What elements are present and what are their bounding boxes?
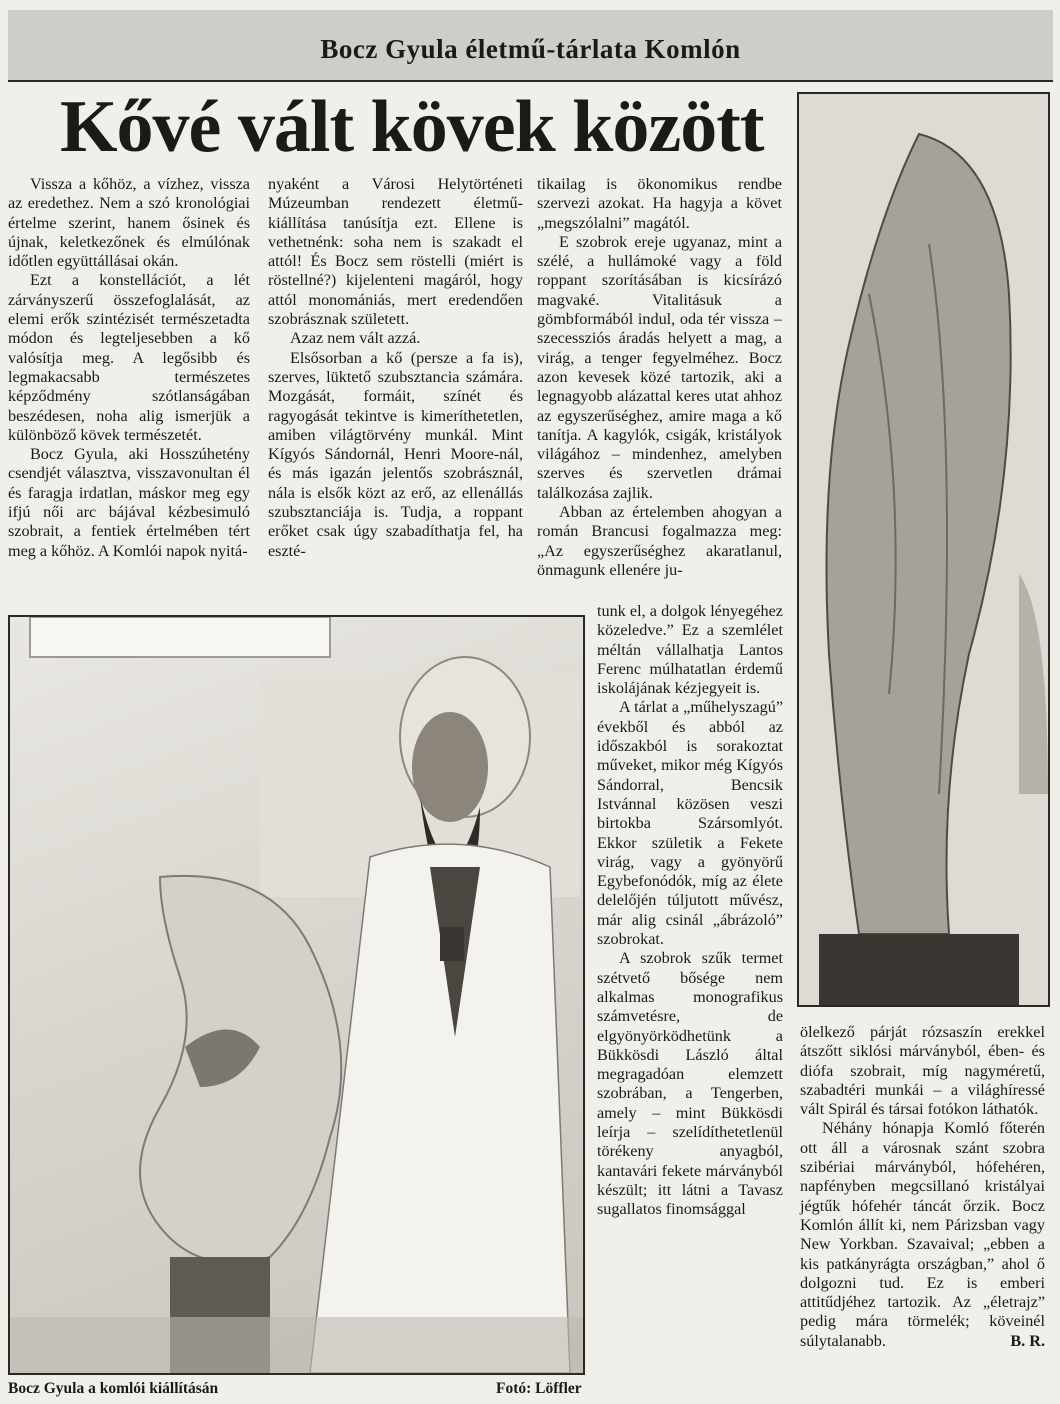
kicker: Bocz Gyula életmű-tárlata Komlón: [320, 34, 741, 64]
article-column-1: [8, 175, 250, 561]
photo-sculptor-image: [10, 617, 583, 1373]
kicker-bar: [8, 10, 1053, 82]
paragraph: nyaként a Városi Helytörténeti Múzeumban rendezett életmű-kiállítása tanúsítja ezt. Ellene is vethetnénk: soha nem is szakadt el attól! És Bocz sem röstelli (miért is röstellné?) kijelenteni magáról, hogy attól monomániás, mert eredendően szobrásznak született.: [268, 175, 523, 329]
photo-credit: Fotó: Löffler: [496, 1380, 582, 1397]
paragraph: tikailag is ökonomikus rendbe szervezi azokat. Ha hagyja a követ „megszólalni” magától.: [537, 175, 782, 232]
photo-sculpture-image: [799, 94, 1048, 1005]
paragraph-text: Néhány hónapja Komló főterén ott áll a városnak szánt szobra szibériai márványból, hófehéren, napfényben megcsillanó kristályai jégtűk hófehér táncát őrzik. Bocz Komlón állít ki, nem Párizsban vagy New Yorkban. Szavaival; „ebben a kis patkányrágta országban,” ahol ő dolgozni tud. Ez is emberi attitűdjéhez tartozik. Az „életrajz” pedig mára törmelék; köveinél súlytalanabb.: [800, 1119, 1045, 1350]
paragraph: Ezt a konstellációt, a lét zárványszerű összefoglalását, az elemi erők szintézisét természetadta módon és legteljesebben a kő valósítja meg. A legősibb és legmakacsabb természetes képződmény szótlanságában beszédesen, noha alig ismerjük a különböző kövek természetét.: [8, 271, 250, 444]
paragraph: tunk el, a dolgok lényegéhez közeledve.” Ez a szemlélet méltán vállalhatja Lantos Ferenc múlhatatlan érdemű iskolájának kézjegyeit is.: [597, 602, 783, 698]
paragraph: ölelkező párját rózsaszín erekkel átszőtt siklósi márványból, ében- és diófa szobrait, míg nagyméretű, szabadtéri munkái – a világhíressé vált Spirál és társai fotókon láthatók.: [800, 1023, 1045, 1119]
photo-caption: Bocz Gyula a komlói kiállításán: [8, 1380, 219, 1397]
photo-sculptor-portrait: [8, 615, 585, 1375]
paragraph: Abban az értelemben ahogyan a román Brancusi fogalmazza meg: „Az egyszerűséghez akaratlanul, önmagunk ellenére ju-: [537, 503, 782, 579]
paragraph: A tárlat a „műhelyszagú” évekből és abból az időszakból is sorakoztat műveket, mikor még Kígyós Sándorral, Bencsik Istvánnal közösen veszi birtokba Szársomlyót. Ekkor születik a Fekete virág, vagy a gyönyörű Egybefonódók, míg az élete delelőjén túljutott művész, már alig csinál „ábrázoló” szobrokat.: [597, 698, 783, 949]
paragraph: Bocz Gyula, aki Hosszúhetény csendjét választva, visszavonultan él és faragja irdatlan, máskor meg egy ifjú női arc bájával kézbesimuló szobrait, a fentiek értelmében tért meg a kőhöz. A Komlói napok nyitá-: [8, 445, 250, 560]
paragraph: Elsősorban a kő (persze a fa is), szerves, lüktető szubsztancia számára. Mozgását, formáit, színét és ragyogását tekintve is kimeríthetetlen, amiben világtörvény munkál. Mint Kígyós Sándornál, Henri Moore-nál, és más igazán jelentős szobrásznál, nála is elsők közt az erő, az ellenállás szubsztanciája is. Tudja, a roppant erőket csak úgy szabadíthatja fel, ha eszté-: [268, 348, 523, 560]
paragraph: [800, 1119, 1045, 1351]
article-column-3-continued: [597, 602, 783, 1220]
paragraph: Azaz nem vált azzá.: [290, 329, 421, 348]
article-column-4: [800, 1023, 1045, 1351]
photo-sculpture: [797, 92, 1050, 1007]
paragraph: A szobrok szűk termet szétvető bősége nem alkalmas monografikus számvetésre, de elgyönyörködhetünk a Bükkösdi László által megragadóan elemzett szobrában, a Tengerben, amely – mint Bükkösdi leírja – szelídíthetetlenül törékeny anyagból, kantavári fekete márványból készült; itt látni a Tavasz sugallatos finomsággal: [597, 949, 783, 1219]
article-column-3: [537, 175, 782, 580]
author-signature: B. R.: [1010, 1331, 1045, 1350]
paragraph: E szobrok ereje ugyanaz, mint a szélé, a hullámoké vagy a föld roppant szorításában is kicsírázó magvaké. Vitalitásuk a gömbformából indul, oda tér vissza – szecessziós áradás helyett a mag, a virág, a tenger fegyelméhez. Bocz azon kevesek közé tartozik, aki a legnagyobb alázattal keres utat ahhoz az egyszerűséghez, amire maga a kő tanítja. A kagylók, csigák, kristályok világához – mindenhez, amelyben szerves és szervetlen drámai találkozása zajlik.: [537, 232, 782, 502]
headline: Kővé vált kövek között: [60, 86, 764, 168]
article-column-2: [268, 175, 523, 561]
paragraph: Vissza a kőhöz, a vízhez, vissza az eredethez. Nem a szó kronológiai értelme szerint, hanem ősinek és újnak, keletkezőnek és elmúlónak időtlen együttállásai okán.: [8, 175, 250, 271]
